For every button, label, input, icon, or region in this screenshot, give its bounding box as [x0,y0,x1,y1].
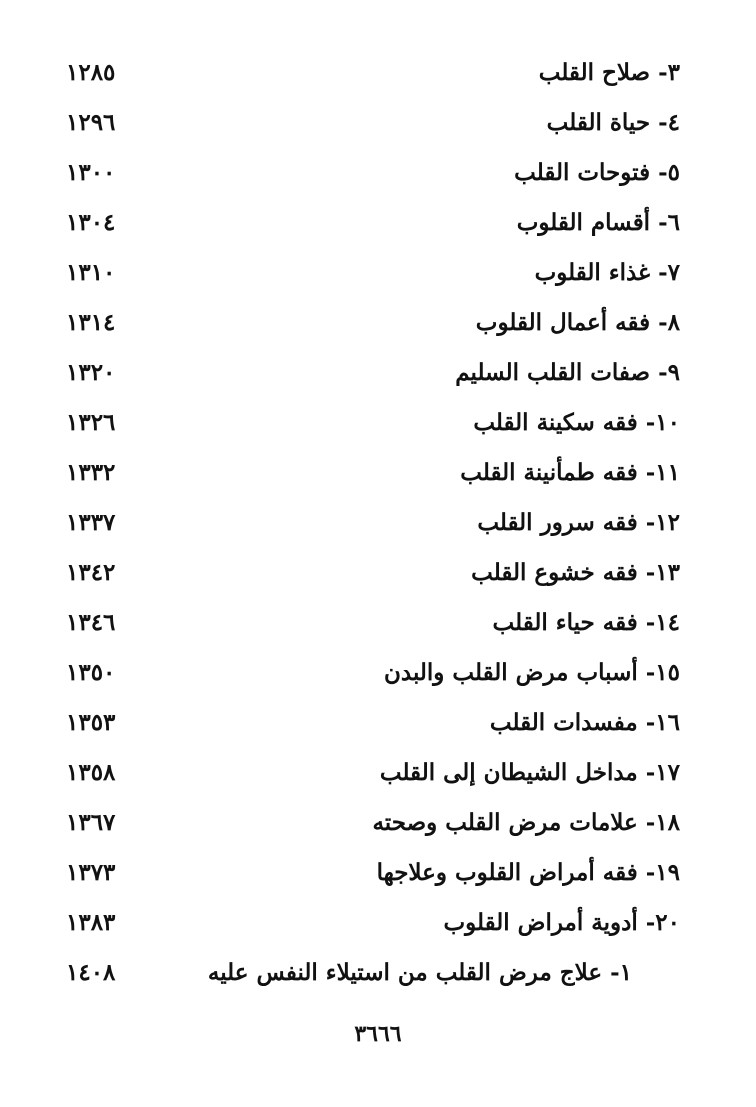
toc-entry [0,906,756,946]
toc-entry-title: ١٧- مداخل الشيطان إلى القلب [379,759,680,786]
toc-entry-title: ١٠- فقه سكينة القلب [473,409,680,436]
toc-entry [0,506,756,546]
toc-entry-page: ١٣٧٣ [66,859,116,886]
toc-entry [0,656,756,696]
toc-entry [0,856,756,896]
toc-entry-title: ١٨- علامات مرض القلب وصحته [372,809,680,836]
toc-entry-title: ٤- حياة القلب [546,109,680,136]
toc-entry-page: ١٣٥٣ [66,709,116,736]
toc-entry-page: ١٤٠٨ [66,959,116,986]
toc-entry-page: ١٣٢٦ [66,409,116,436]
toc-entry-title: ١- علاج مرض القلب من استيلاء النفس عليه [207,959,632,986]
toc-entry-page: ١٣٤٦ [66,609,116,636]
toc-entry-title: ١١- فقه طمأنينة القلب [460,459,680,486]
toc-entry-page: ١٣٣٢ [66,459,116,486]
toc-entry [0,406,756,446]
toc-entry-page: ١٣٠٠ [66,159,116,186]
toc-entry-title: ٣- صلاح القلب [538,59,680,86]
toc-entry-page: ١٣٥٠ [66,659,116,686]
toc-entry-title: ٥- فتوحات القلب [514,159,680,186]
toc-entry [0,556,756,596]
toc-entry [0,256,756,296]
toc-entry-page: ١٣٣٧ [66,509,116,536]
toc-entry-page: ١٣٥٨ [66,759,116,786]
toc-entry-title: ٢٠- أدوية أمراض القلوب [443,909,680,936]
toc-entry-title: ١٢- فقه سرور القلب [477,509,680,536]
toc-entry-title: ٨- فقه أعمال القلوب [475,309,680,336]
toc-entry-title: ١٦- مفسدات القلب [489,709,680,736]
toc-entry-title: ١٥- أسباب مرض القلب والبدن [383,659,680,686]
toc-entry [0,756,756,796]
toc-entry-page: ١٣١٤ [66,309,116,336]
toc-entry-title: ٧- غذاء القلوب [534,259,680,286]
toc-entry [0,156,756,196]
toc-entry [0,956,756,996]
toc-entry-title: ١٣- فقه خشوع القلب [471,559,680,586]
toc-entry-page: ١٣٠٤ [66,209,116,236]
toc-entry-page: ١٣١٠ [66,259,116,286]
toc-entry-page: ١٣٨٣ [66,909,116,936]
toc-entry [0,356,756,396]
toc-entry-page: ١٣٤٢ [66,559,116,586]
toc-entry [0,106,756,146]
toc-entry [0,206,756,246]
toc-entry-page: ١٢٨٥ [66,59,116,86]
toc-entry [0,706,756,746]
toc-entry [0,306,756,346]
toc-entry-page: ١٣٢٠ [66,359,116,386]
toc-entry [0,56,756,96]
toc-entry-title: ١٩- فقه أمراض القلوب وعلاجها [376,859,680,886]
toc-entry-title: ١٤- فقه حياء القلب [492,609,680,636]
toc-entry-page: ١٣٦٧ [66,809,116,836]
toc-entry [0,606,756,646]
toc-entry-page: ١٢٩٦ [66,109,116,136]
toc-entry [0,806,756,846]
toc-entry-title: ٦- أقسام القلوب [516,209,680,236]
toc-entry [0,456,756,496]
page-number: ٣٦٦٦ [354,1021,402,1047]
toc-entry-title: ٩- صفات القلب السليم [455,359,680,386]
